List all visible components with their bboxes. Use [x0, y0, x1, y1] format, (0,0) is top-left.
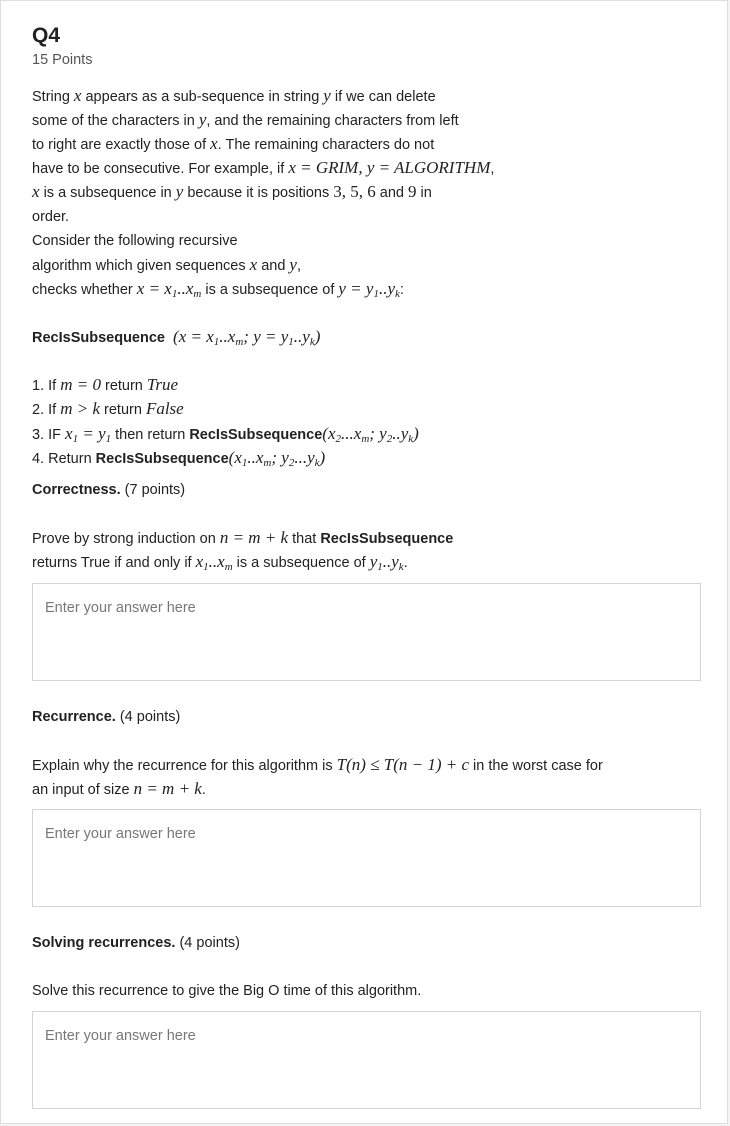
algorithm-step-3: 3. IF $x_1 = y_1$ then return $RecIsSubsequence(x_2...x_m$; $y_2..y_k$) [32, 424, 419, 445]
algorithm-step-1: 1. If m = 0 return True [32, 375, 179, 394]
question-title: Q4 [32, 24, 61, 47]
intro-line-9: checks whether $x = x_1..x_m$ is a subsequence of $y = y_1..y_k$: [32, 279, 404, 300]
correctness-prompt-line-2: returns True if and only if $x_1..x_m$ is a subsequence of $y_1..y_k$. [32, 552, 408, 573]
recurrence-prompt-line-2: an input of size n = m + k. [32, 779, 206, 798]
correctness-answer-input[interactable] [32, 583, 701, 681]
recurrence-prompt-line-1: Explain why the recurrence for this algorithm is T(n) ≤ T(n − 1) + c in the worst case for [32, 755, 603, 774]
algorithm-name: RecIsSubsequence [32, 330, 165, 346]
correctness-heading: Correctness. (7 points) [32, 482, 186, 498]
intro-line-8: algorithm which given sequences x and y, [32, 255, 301, 274]
intro-line-4: have to be consecutive. For example, if x = GRIM, y = ALGORITHM, [32, 158, 495, 177]
solving-prompt: Solve this recurrence to give the Big O time of this algorithm. [32, 983, 422, 999]
intro-line-7: Consider the following recursive [32, 233, 238, 249]
solving-heading: Solving recurrences. (4 points) [32, 935, 240, 951]
intro-line-5: x is a subsequence in y because it is positions 3, 5, 6 and 9 in [32, 182, 432, 201]
algorithm-step-2: 2. If m > k return False [32, 399, 184, 418]
correctness-prompt-line-1: Prove by strong induction on n = m + k that RecIsSubsequence [32, 528, 454, 547]
intro-line-3: to right are exactly those of x. The remaining characters do not [32, 134, 435, 153]
intro-line-6: order. [32, 209, 70, 225]
recurrence-heading: Recurrence. (4 points) [32, 709, 181, 725]
recurrence-answer-input[interactable] [32, 809, 701, 907]
solving-answer-input[interactable] [32, 1011, 701, 1109]
algorithm-signature: RecIsSubsequence ($x = x_1..x_m$; $y = y_1..y_k$) [32, 327, 321, 348]
intro-line-2: some of the characters in y, and the remaining characters from left [32, 110, 459, 129]
question-points: 15 Points [32, 52, 93, 68]
intro-line-1: String x appears as a sub-sequence in string y if we can delete [32, 86, 436, 105]
algorithm-step-4: 4. Return $RecIsSubsequence(x_1..x_m$; $y_2...y_k$) [32, 448, 326, 469]
